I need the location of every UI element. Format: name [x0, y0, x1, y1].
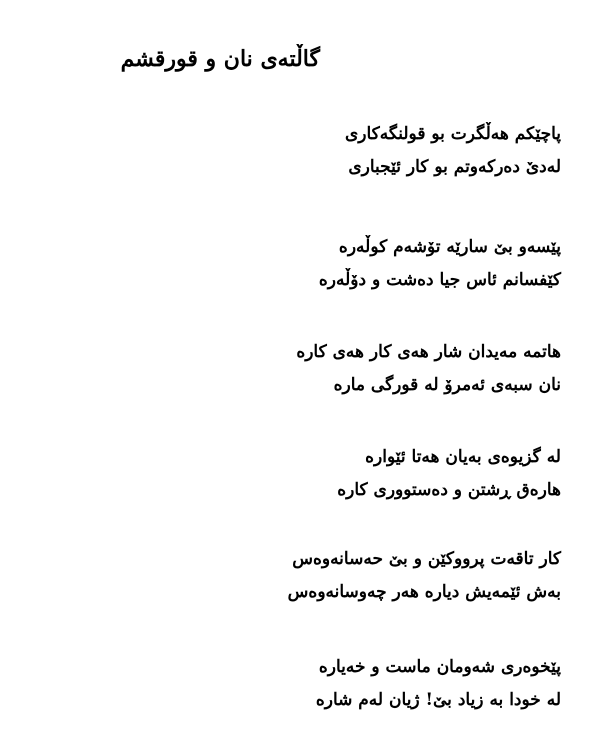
stanza-2-line-2: کێفسانم ئاس جیا دەشت و دۆڵەرە [318, 270, 561, 290]
stanza-4-line-2: هارەق ڕشتن و دەستووری کارە [337, 480, 561, 500]
stanza-3-line-1: هاتمە مەیدان شار هەی کار هەی کارە [296, 342, 561, 362]
stanza-4 [141, 441, 561, 507]
stanza-1 [141, 118, 561, 184]
stanza-3 [141, 336, 561, 402]
stanza-6-line-2: لە خودا بە زیاد بێ! ژیان لەم شارە [315, 690, 561, 710]
poem-title: گاڵتەی نان و قورقشم [120, 46, 320, 72]
stanza-3-line-2: نان سبەی ئەمرۆ لە قورگی مارە [333, 375, 561, 395]
stanza-5 [141, 543, 561, 609]
stanza-5-line-2: بەش ئێمەیش دیارە هەر چەوسانەوەس [287, 582, 561, 602]
stanza-6 [141, 651, 561, 717]
stanza-1-line-1: پاچێکم هەڵگرت بو قولنگەکاری [344, 124, 561, 144]
stanza-1-line-2: لەدێ دەرکەوتم بو کار ئێجباری [348, 157, 561, 177]
stanza-2-line-1: پێسەو بێ سارێە تۆشەم کوڵەرە [338, 237, 561, 257]
stanza-5-line-1: کار تاقەت پرووکێن و بێ حەسانەوەس [292, 549, 561, 569]
stanza-2 [141, 231, 561, 297]
stanza-6-line-1: پێخوەری شەومان ماست و خەیارە [318, 657, 561, 677]
stanza-4-line-1: لە گزیوەی بەیان هەتا ئێوارە [365, 447, 561, 467]
